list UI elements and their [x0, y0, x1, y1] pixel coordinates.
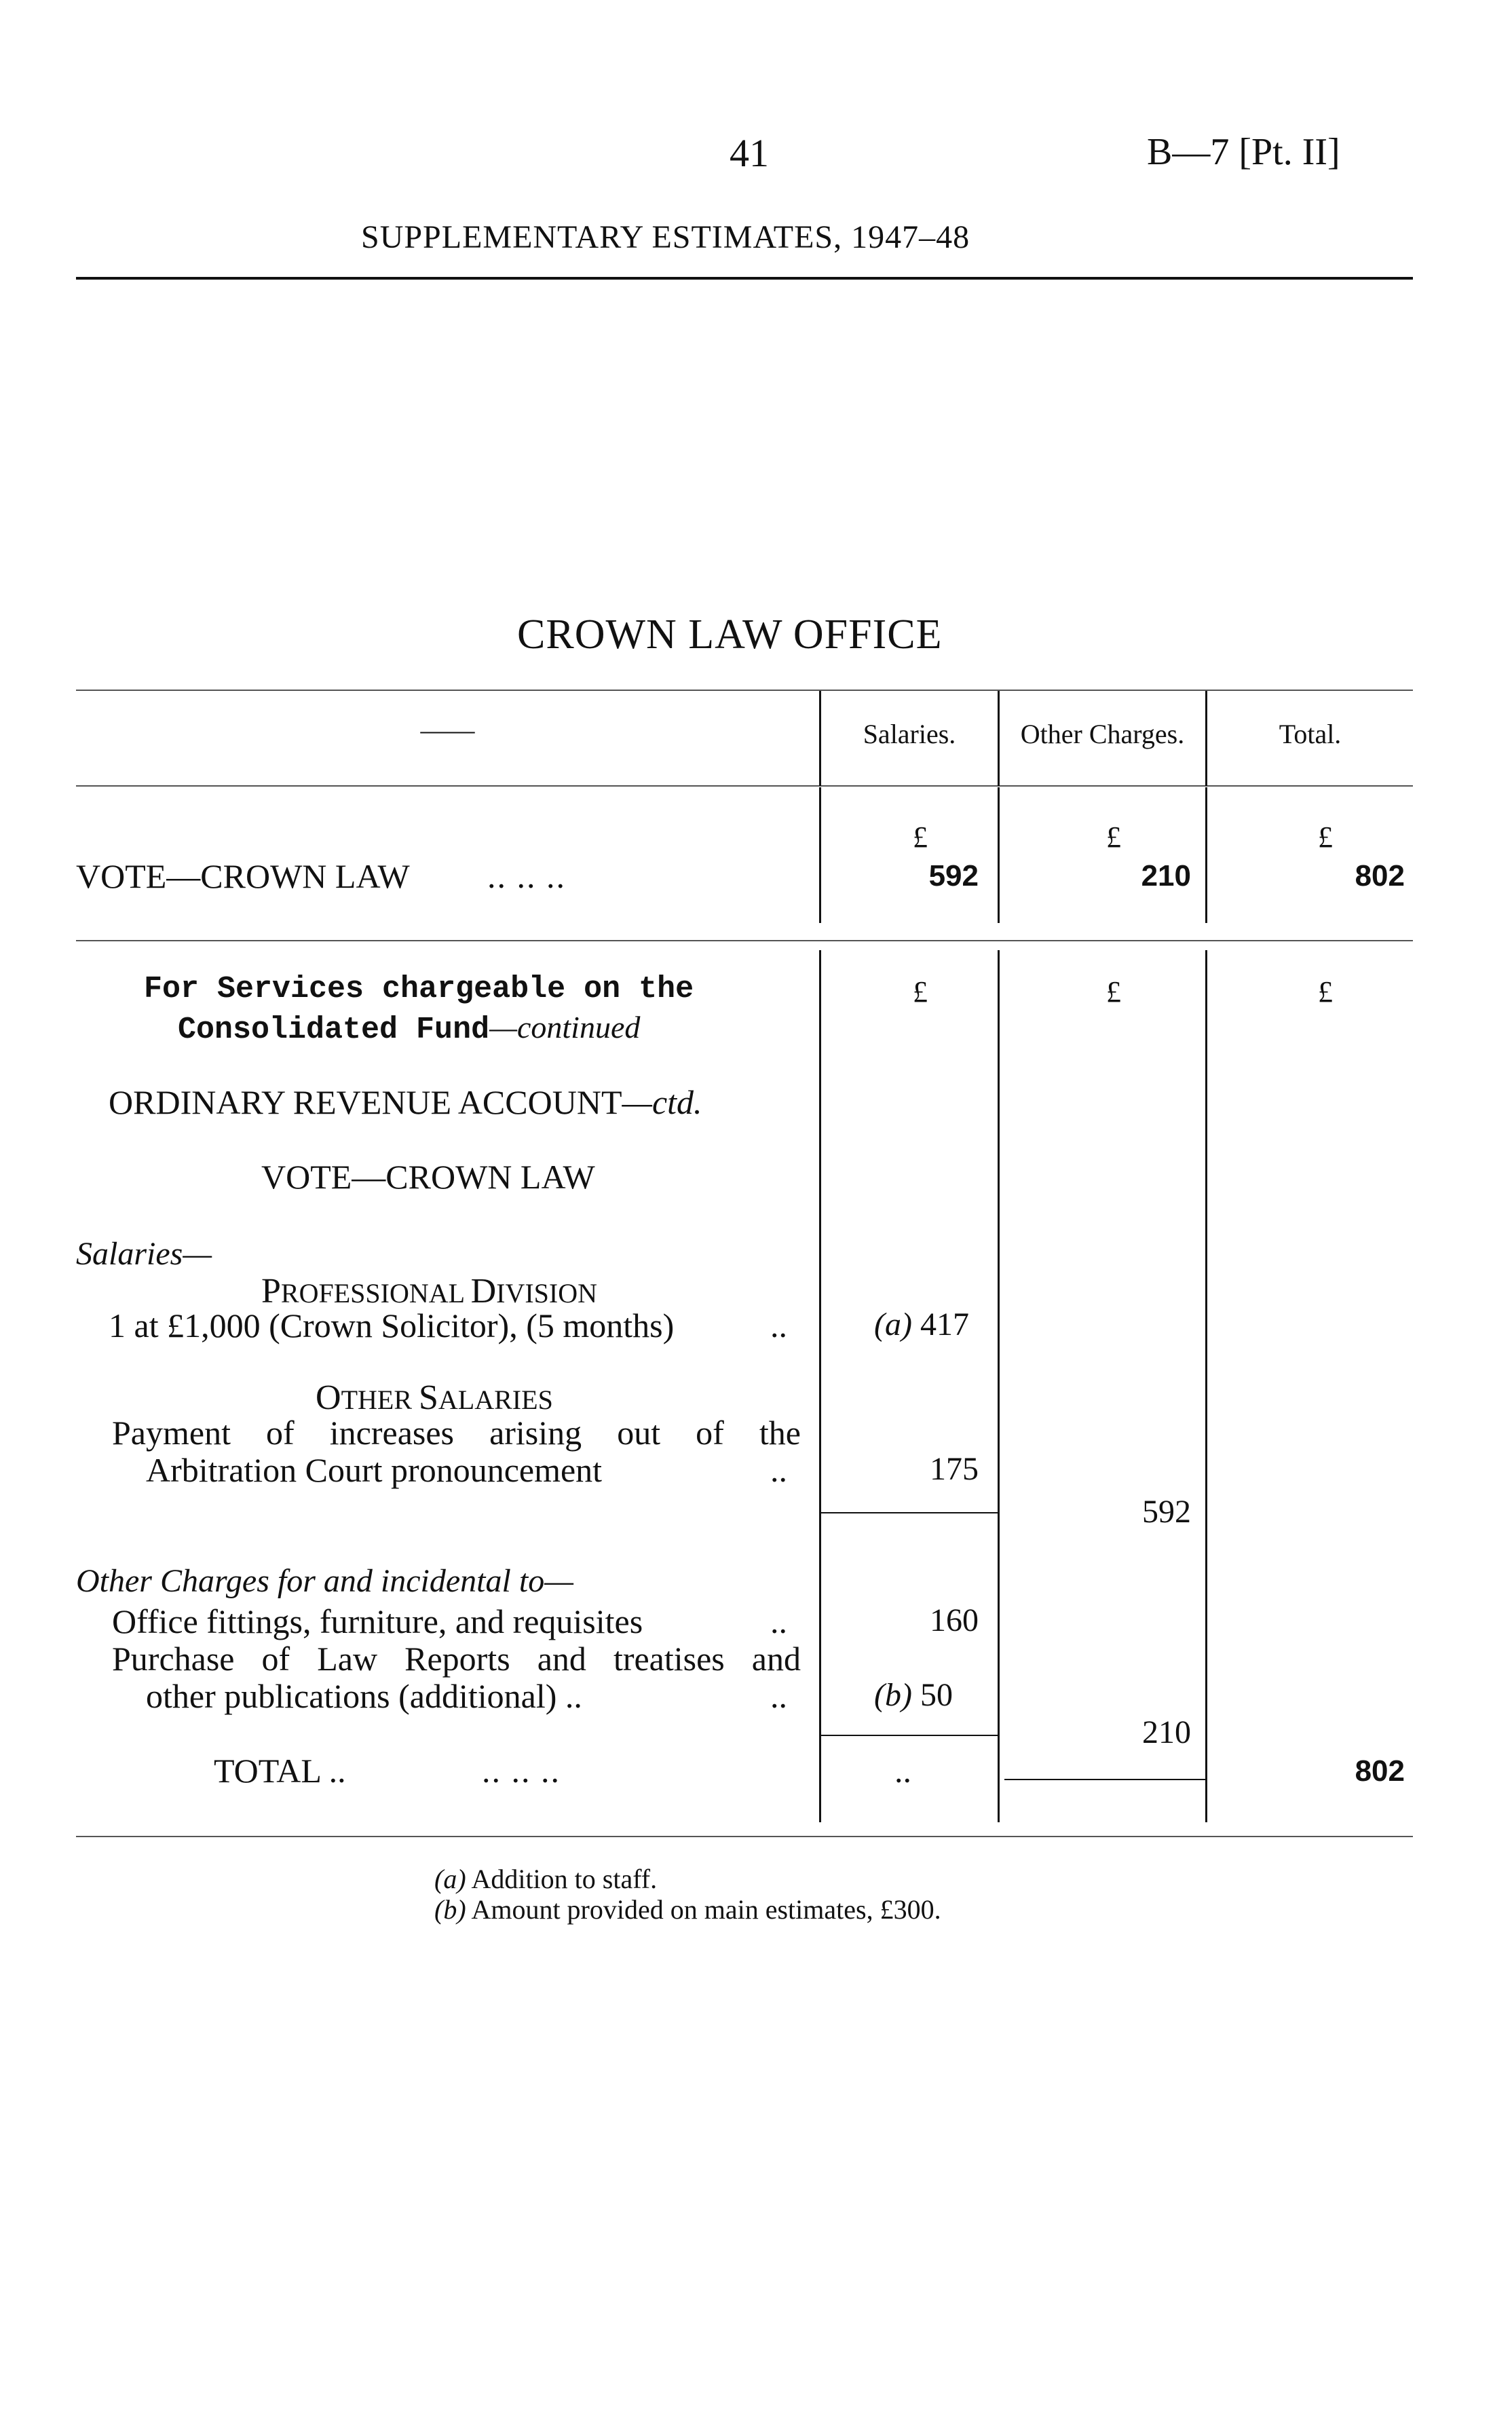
law-reports-item-line2: other publications (additional) ..	[146, 1677, 582, 1715]
leader-dots: .. .. ..	[482, 1752, 561, 1790]
column-divider	[998, 950, 1000, 1822]
header-rule	[76, 277, 1413, 280]
leader-dots: ..	[894, 1752, 911, 1790]
footnote-a	[434, 1863, 657, 1895]
currency-symbol: £	[913, 821, 928, 854]
increases-item-line2: Arbitration Court pronouncement	[146, 1451, 603, 1489]
total-column-header: Total.	[1279, 719, 1342, 749]
other-salaries-heading	[316, 1378, 553, 1418]
smallcap-initial: O	[316, 1378, 341, 1417]
account-heading-text: ORDINARY REVENUE ACCOUNT	[109, 1083, 622, 1121]
increases-value: 175	[930, 1451, 979, 1487]
summary-total-value: 802	[1355, 859, 1405, 892]
crown-solicitor-amount	[874, 1306, 969, 1343]
column-divider	[998, 787, 1000, 923]
currency-symbol: £	[1318, 975, 1333, 1009]
salaries-column-header: Salaries.	[863, 719, 956, 749]
increases-item-line1: Payment of increases arising out of the	[112, 1414, 801, 1452]
law-reports-value: 50	[920, 1677, 953, 1713]
salaries-subtotal: 592	[1142, 1494, 1191, 1530]
smallcap-initial: D	[470, 1272, 497, 1311]
page-number: 41	[730, 131, 769, 175]
subtotal-rule	[821, 1512, 998, 1513]
total-label: TOTAL ..	[214, 1752, 346, 1790]
document-subtitle: SUPPLEMENTARY ESTIMATES, 1947–48	[361, 219, 970, 255]
description-column-header: ——	[420, 715, 475, 745]
document-reference: B—7 [Pt. II]	[1147, 131, 1340, 173]
column-divider	[819, 787, 821, 923]
grand-total-value: 802	[1355, 1754, 1405, 1788]
law-reports-item-line1: Purchase of Law Reports and treatises and	[112, 1640, 801, 1678]
other-charges-subtotal: 210	[1142, 1714, 1191, 1750]
smallcap-text: ROFESSIONAL	[280, 1278, 471, 1308]
column-header-rule	[76, 785, 1413, 787]
smallcap-text: IVISION	[496, 1278, 598, 1308]
law-reports-amount	[874, 1676, 953, 1714]
other-charges-subheading: Other Charges for and incidental to—	[76, 1563, 573, 1599]
footnote-ref-a: (a)	[874, 1306, 912, 1342]
summary-salaries-value: 592	[928, 859, 979, 892]
currency-symbol: £	[1318, 821, 1333, 854]
fund-heading: For Services chargeable on the	[144, 972, 694, 1006]
currency-symbol: £	[1106, 821, 1121, 854]
currency-symbol: £	[913, 975, 928, 1009]
summary-vote-label: VOTE—CROWN LAW	[76, 857, 410, 895]
currency-symbol: £	[1106, 975, 1121, 1009]
fund-heading-name: Consolidated Fund	[178, 1013, 490, 1047]
leader-dots: ..	[770, 1677, 787, 1715]
subtotal-rule	[821, 1735, 998, 1736]
account-heading	[109, 1082, 702, 1122]
footnote-mark: (a)	[434, 1864, 466, 1894]
account-heading-suffix: —ctd.	[622, 1083, 702, 1121]
vote-heading: VOTE—CROWN LAW	[261, 1158, 595, 1196]
section-title: CROWN LAW OFFICE	[517, 611, 943, 658]
table-top-rule	[76, 690, 1413, 691]
smallcap-text: ALARIES	[438, 1385, 553, 1415]
smallcap-initial: P	[261, 1272, 281, 1311]
total-rule	[1004, 1779, 1205, 1780]
summary-rule	[76, 940, 1413, 941]
column-divider	[1205, 950, 1207, 1822]
other-charges-column-header: Other Charges.	[1020, 719, 1185, 749]
column-divider	[819, 950, 821, 1822]
footnote-text: Amount provided on main estimates, £300.	[471, 1894, 941, 1925]
leader-dots: ..	[770, 1602, 787, 1640]
summary-other-charges-value: 210	[1141, 859, 1191, 892]
smallcap-initial: S	[419, 1378, 438, 1417]
salaries-subheading: Salaries—	[76, 1236, 212, 1272]
fund-heading-line2	[178, 1009, 640, 1047]
table-bottom-rule	[76, 1836, 1413, 1837]
leader-dots: .. .. ..	[487, 857, 566, 895]
footnote-b	[434, 1894, 941, 1925]
footnote-ref-b: (b)	[874, 1677, 912, 1713]
fund-heading-suffix: —continued	[489, 1010, 641, 1044]
column-divider	[1205, 787, 1207, 923]
leader-dots: ..	[770, 1306, 787, 1344]
footnote-text: Addition to staff.	[471, 1864, 658, 1894]
crown-solicitor-item: 1 at £1,000 (Crown Solicitor), (5 months)	[109, 1306, 675, 1344]
crown-solicitor-value: 417	[920, 1306, 969, 1342]
office-fittings-value: 160	[930, 1602, 979, 1638]
office-fittings-item: Office fittings, furniture, and requisites	[112, 1602, 643, 1640]
footnote-mark: (b)	[434, 1894, 466, 1925]
smallcap-text: THER	[341, 1385, 419, 1415]
leader-dots: ..	[770, 1451, 787, 1489]
